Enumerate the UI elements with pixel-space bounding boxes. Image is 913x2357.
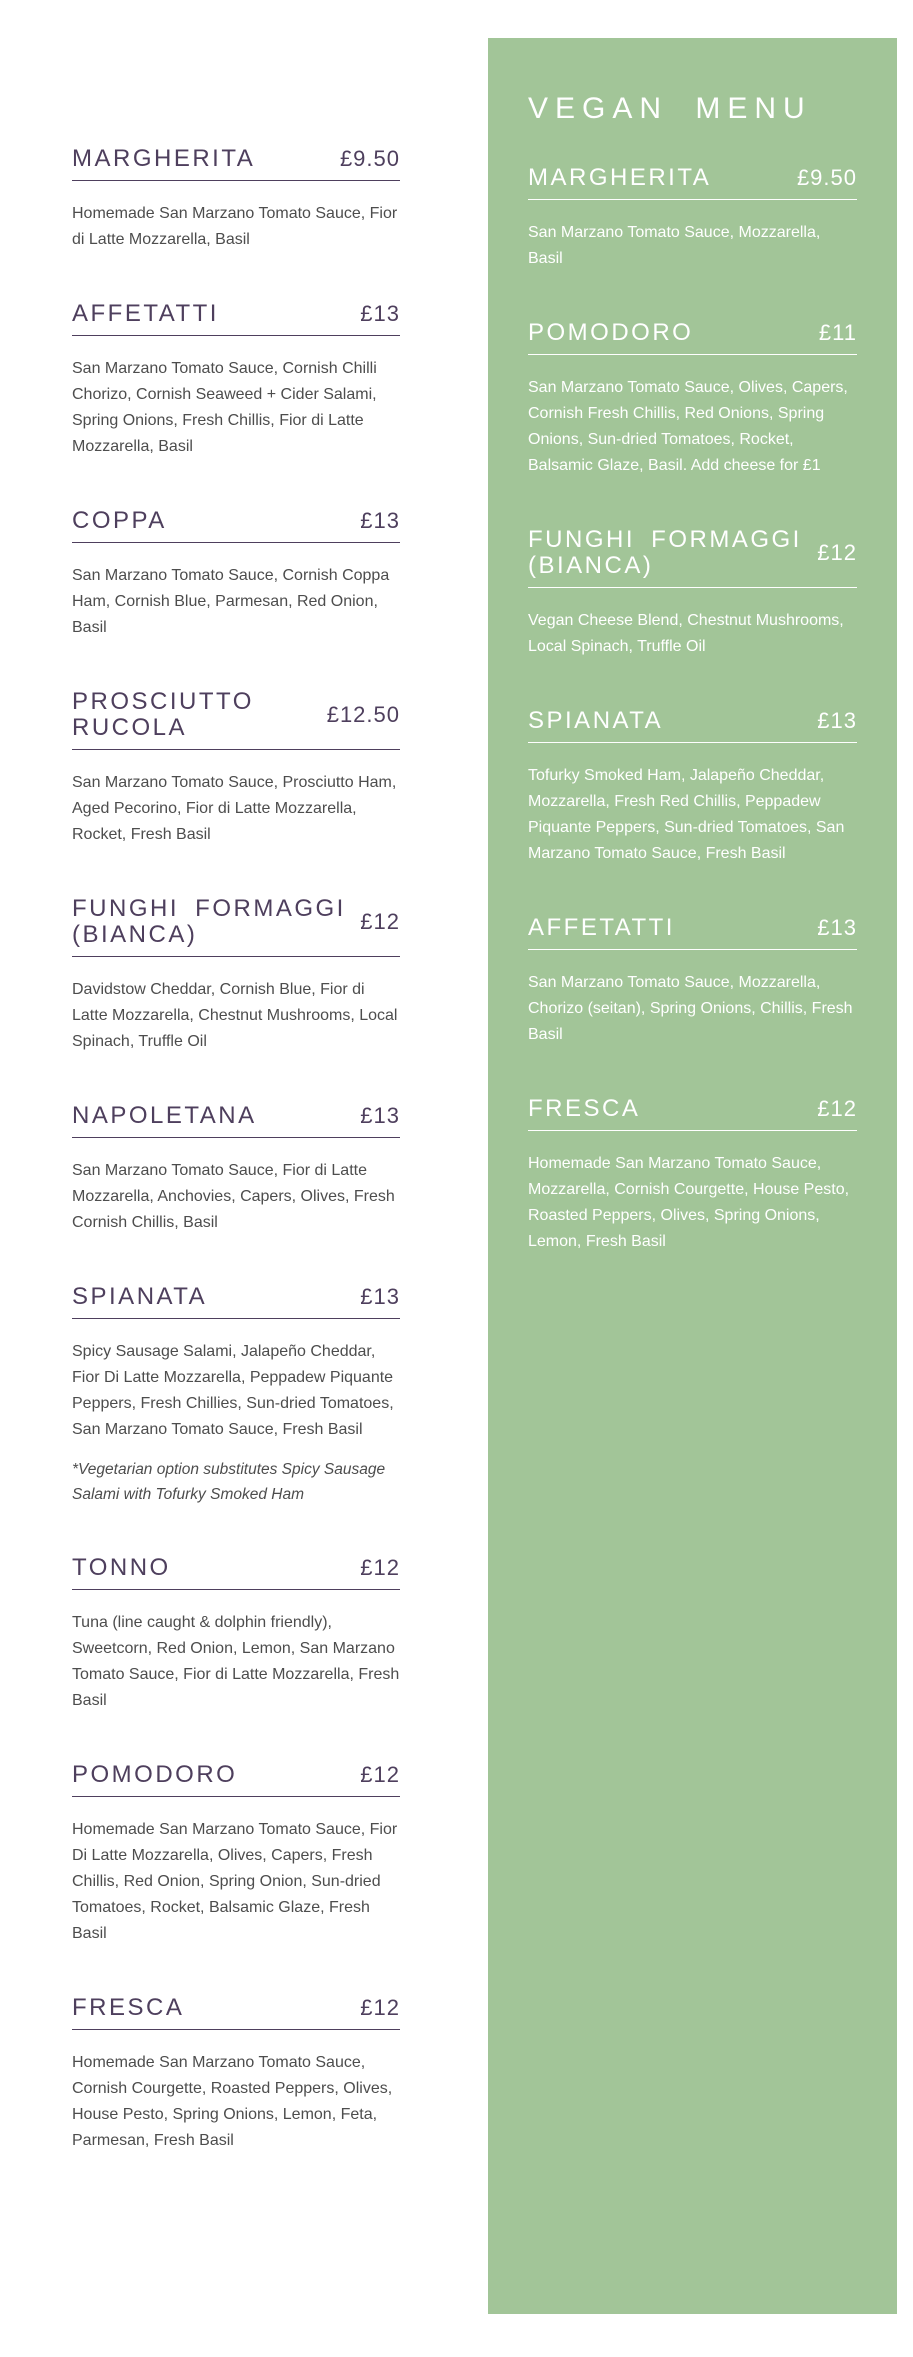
menu-item-header — [528, 1096, 857, 1122]
item-price: £11 — [818, 320, 857, 345]
item-price: £12.50 — [326, 702, 400, 727]
menu-item-header — [72, 1995, 400, 2021]
item-price: £12 — [817, 1096, 857, 1121]
menu-item — [528, 320, 857, 479]
menu-item — [72, 1762, 400, 1947]
item-divider — [72, 1796, 400, 1797]
vegan-menu-items — [528, 165, 857, 1255]
item-description: Tofurky Smoked Ham, Jalapeño Cheddar, Mozzarella, Fresh Red Chillis, Peppadew Piquante Peppers, Sun-dried Tomatoes, San Marzano Tomato Sauce, Fresh Basil — [528, 767, 845, 862]
item-divider — [528, 742, 857, 743]
menu-item-header — [72, 1284, 400, 1310]
item-divider — [528, 949, 857, 950]
menu-item — [528, 915, 857, 1048]
vegan-menu-title: VEGAN MENU — [528, 92, 812, 125]
menu-item-header — [528, 320, 857, 346]
menu-item-header — [72, 301, 400, 327]
menu-item-header — [72, 1555, 400, 1581]
menu-item-header — [528, 165, 857, 191]
vegan-menu-panel — [488, 38, 897, 2314]
item-description: San Marzano Tomato Sauce, Olives, Capers, Cornish Fresh Chillis, Red Onions, Spring Onions, Sun-dried Tomatoes, Rocket, Balsamic Glaze, Basil. Add cheese for £1 — [528, 379, 848, 474]
menu-item — [528, 527, 857, 660]
item-name: MARGHERITA — [528, 164, 712, 191]
menu-item-header — [72, 508, 400, 534]
item-divider — [72, 180, 400, 181]
item-divider — [72, 1318, 400, 1319]
item-description: San Marzano Tomato Sauce, Prosciutto Ham, Aged Pecorino, Fior di Latte Mozzarella, Rocket, Fresh Basil — [72, 774, 397, 843]
item-price: £13 — [817, 915, 857, 940]
menu-item — [72, 689, 400, 848]
item-name: FRESCA — [72, 1994, 185, 2021]
menu-item — [528, 165, 857, 272]
item-name: FUNGHI FORMAGGI (BIANCA) — [72, 895, 346, 948]
menu-item — [528, 1096, 857, 1255]
item-price: £12 — [360, 1555, 400, 1580]
item-name: FUNGHI FORMAGGI (BIANCA) — [528, 526, 802, 579]
item-price: £13 — [360, 1284, 400, 1309]
menu-item — [72, 301, 400, 460]
item-divider — [72, 1589, 400, 1590]
classic-menu-column — [72, 146, 400, 2202]
item-description: San Marzano Tomato Sauce, Mozzarella, Basil — [528, 224, 821, 267]
menu-item-header — [528, 708, 857, 734]
menu-item-header — [72, 1762, 400, 1788]
item-price: £12 — [360, 1995, 400, 2020]
menu-item — [528, 708, 857, 867]
item-description: Homemade San Marzano Tomato Sauce, Mozzarella, Cornish Courgette, House Pesto, Roasted Peppers, Olives, Spring Onions, Lemon, Fresh Basil — [528, 1155, 850, 1250]
menu-item-header — [72, 146, 400, 172]
item-description: Vegan Cheese Blend, Chestnut Mushrooms, Local Spinach, Truffle Oil — [528, 612, 844, 655]
item-divider — [72, 335, 400, 336]
item-name: POMODORO — [528, 319, 694, 346]
menu-item — [72, 146, 400, 253]
item-description: San Marzano Tomato Sauce, Fior di Latte Mozzarella, Anchovies, Capers, Olives, Fresh Cornish Chillis, Basil — [72, 1162, 395, 1231]
item-note: *Vegetarian option substitutes Spicy Sausage Salami with Tofurky Smoked Ham — [72, 1461, 386, 1503]
item-description: Homemade San Marzano Tomato Sauce, Fior di Latte Mozzarella, Basil — [72, 205, 398, 248]
menu-item — [72, 896, 400, 1055]
item-divider — [72, 2029, 400, 2030]
item-price: £9.50 — [796, 165, 857, 190]
item-description: Homemade San Marzano Tomato Sauce, Cornish Courgette, Roasted Peppers, Olives, House Pesto, Spring Onions, Lemon, Feta, Parmesan, Fresh Basil — [72, 2054, 393, 2149]
menu-item-header — [528, 527, 857, 579]
item-name: PROSCIUTTO RUCOLA — [72, 688, 254, 741]
menu-item — [72, 1555, 400, 1714]
menu-item-header — [528, 915, 857, 941]
item-divider — [528, 587, 857, 588]
item-divider — [72, 749, 400, 750]
item-price: £13 — [817, 708, 857, 733]
item-divider — [528, 199, 857, 200]
item-description: San Marzano Tomato Sauce, Cornish Coppa Ham, Cornish Blue, Parmesan, Red Onion, Basil — [72, 567, 390, 636]
menu-item-header — [72, 896, 400, 948]
item-name: SPIANATA — [528, 707, 664, 734]
item-price: £13 — [360, 1103, 400, 1128]
menu-item — [72, 1103, 400, 1236]
item-price: £12 — [360, 1762, 400, 1787]
item-divider — [528, 1130, 857, 1131]
item-name: AFFETATTI — [72, 300, 219, 327]
item-divider — [72, 956, 400, 957]
item-description: San Marzano Tomato Sauce, Cornish Chilli Chorizo, Cornish Seaweed + Cider Salami, Spring Onions, Fresh Chillis, Fior di Latte Mozzarella, Basil — [72, 360, 377, 455]
item-name: POMODORO — [72, 1761, 238, 1788]
item-description: Spicy Sausage Salami, Jalapeño Cheddar, Fior Di Latte Mozzarella, Peppadew Piquante Peppers, Fresh Chillies, Sun-dried Tomatoes, San Marzano Tomato Sauce, Fresh Basil — [72, 1343, 394, 1438]
menu-item — [72, 1284, 400, 1507]
item-name: AFFETATTI — [528, 914, 675, 941]
menu-item — [72, 508, 400, 641]
menu-item-header — [72, 689, 400, 741]
item-description: Homemade San Marzano Tomato Sauce, Fior Di Latte Mozzarella, Olives, Capers, Fresh Chillis, Red Onion, Spring Onion, Sun-dried Tomatoes, Rocket, Balsamic Glaze, Fresh Basil — [72, 1821, 398, 1942]
item-price: £13 — [360, 508, 400, 533]
item-name: TONNO — [72, 1554, 171, 1581]
item-price: £9.50 — [339, 146, 400, 171]
item-description: Davidstow Cheddar, Cornish Blue, Fior di Latte Mozzarella, Chestnut Mushrooms, Local Spinach, Truffle Oil — [72, 981, 398, 1050]
item-description: Tuna (line caught & dolphin friendly), Sweetcorn, Red Onion, Lemon, San Marzano Tomato Sauce, Fior di Latte Mozzarella, Fresh Basil — [72, 1614, 400, 1709]
item-divider — [72, 542, 400, 543]
item-divider — [528, 354, 857, 355]
item-name: MARGHERITA — [72, 145, 256, 172]
menu-item-header — [72, 1103, 400, 1129]
item-price: £12 — [817, 540, 857, 565]
item-price: £13 — [360, 301, 400, 326]
item-name: NAPOLETANA — [72, 1102, 257, 1129]
item-divider — [72, 1137, 400, 1138]
item-name: FRESCA — [528, 1095, 641, 1122]
menu-item — [72, 1995, 400, 2154]
item-name: SPIANATA — [72, 1283, 208, 1310]
item-price: £12 — [360, 909, 400, 934]
item-name: COPPA — [72, 507, 167, 534]
item-description: San Marzano Tomato Sauce, Mozzarella, Chorizo (seitan), Spring Onions, Chillis, Fresh Basil — [528, 974, 853, 1043]
